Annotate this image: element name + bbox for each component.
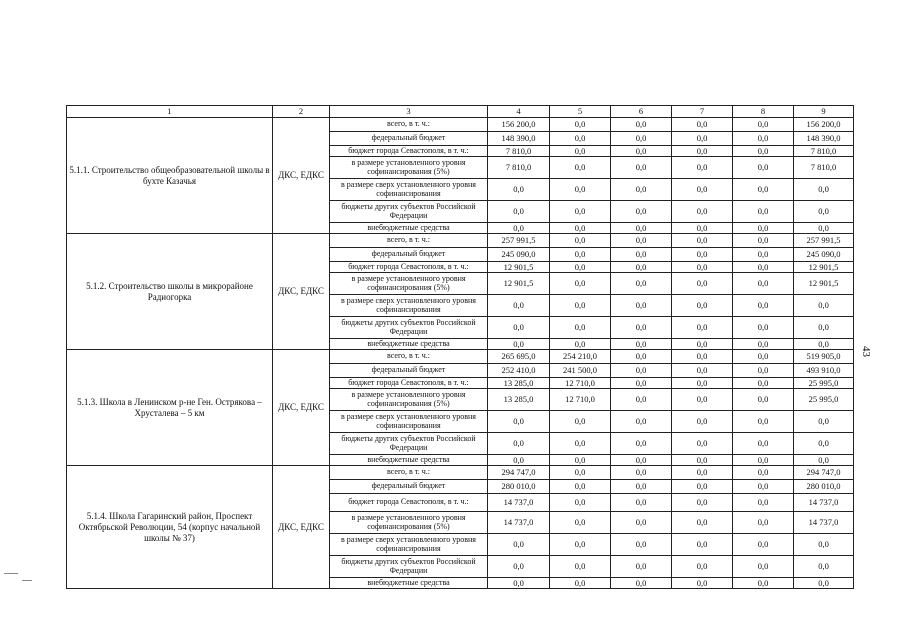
amount-cell: 0,0 [611, 466, 672, 480]
amount-cell: 0,0 [550, 262, 611, 273]
amount-cell: 294 747,0 [488, 466, 550, 480]
amount-cell: 0,0 [550, 146, 611, 157]
amount-cell: 0,0 [488, 534, 550, 556]
amount-cell: 0,0 [794, 578, 854, 589]
funding-source: бюджеты других субъектов Российской Федерации [330, 433, 488, 455]
amount-cell: 0,0 [733, 295, 794, 317]
funding-source: в размере сверх установленного уровня софинансирования [330, 534, 488, 556]
funding-source: бюджет города Севастополя, в т. ч.: [330, 146, 488, 157]
amount-cell: 0,0 [733, 433, 794, 455]
amount-cell: 7 810,0 [488, 157, 550, 179]
amount-cell: 0,0 [794, 179, 854, 201]
funding-source: внебюджетные средства [330, 339, 488, 350]
amount-cell: 25 995,0 [794, 378, 854, 389]
funding-source: в размере установленного уровня софинансирования (5%) [330, 389, 488, 411]
amount-cell: 0,0 [672, 132, 733, 146]
funding-source: бюджеты других субъектов Российской Федерации [330, 317, 488, 339]
amount-cell: 7 810,0 [488, 146, 550, 157]
header-cell: 7 [672, 106, 733, 118]
amount-cell: 0,0 [794, 223, 854, 234]
amount-cell: 0,0 [672, 378, 733, 389]
amount-cell: 0,0 [733, 378, 794, 389]
amount-cell: 0,0 [550, 556, 611, 578]
amount-cell: 0,0 [550, 433, 611, 455]
amount-cell: 0,0 [550, 295, 611, 317]
amount-cell: 0,0 [733, 534, 794, 556]
funding-source: в размере сверх установленного уровня софинансирования [330, 295, 488, 317]
amount-cell: 0,0 [672, 556, 733, 578]
amount-cell: 0,0 [733, 248, 794, 262]
amount-cell: 0,0 [611, 578, 672, 589]
funding-source: внебюджетные средства [330, 578, 488, 589]
project-name: 5.1.4. Школа Гагаринский район, Проспект Октябрьской Революции, 54 (корпус начальной школы № 37) [67, 466, 273, 589]
amount-cell: 0,0 [733, 146, 794, 157]
responsible-executor: ДКС, ЕДКС [273, 350, 330, 466]
amount-cell: 0,0 [550, 339, 611, 350]
amount-cell: 148 390,0 [488, 132, 550, 146]
amount-cell: 257 991,5 [794, 234, 854, 248]
amount-cell: 294 747,0 [794, 466, 854, 480]
responsible-executor: ДКС, ЕДКС [273, 118, 330, 234]
amount-cell: 0,0 [672, 578, 733, 589]
amount-cell: 0,0 [672, 179, 733, 201]
amount-cell: 14 737,0 [488, 512, 550, 534]
amount-cell: 0,0 [672, 157, 733, 179]
amount-cell: 12 901,5 [488, 262, 550, 273]
amount-cell: 0,0 [550, 466, 611, 480]
amount-cell: 0,0 [672, 534, 733, 556]
amount-cell: 0,0 [733, 455, 794, 466]
amount-cell: 0,0 [611, 132, 672, 146]
amount-cell: 0,0 [672, 262, 733, 273]
amount-cell: 12 710,0 [550, 389, 611, 411]
amount-cell: 0,0 [672, 234, 733, 248]
amount-cell: 0,0 [733, 480, 794, 494]
amount-cell: 0,0 [611, 273, 672, 295]
funding-source: внебюджетные средства [330, 455, 488, 466]
amount-cell: 7 810,0 [794, 146, 854, 157]
amount-cell: 0,0 [550, 534, 611, 556]
amount-cell: 245 090,0 [488, 248, 550, 262]
funding-source: внебюджетные средства [330, 223, 488, 234]
amount-cell: 0,0 [611, 234, 672, 248]
amount-cell: 0,0 [733, 578, 794, 589]
amount-cell: 12 901,5 [794, 273, 854, 295]
amount-cell: 0,0 [488, 556, 550, 578]
amount-cell: 12 710,0 [550, 378, 611, 389]
amount-cell: 0,0 [488, 201, 550, 223]
funding-source: федеральный бюджет [330, 248, 488, 262]
amount-cell: 0,0 [611, 534, 672, 556]
amount-cell: 0,0 [733, 179, 794, 201]
amount-cell: 0,0 [488, 433, 550, 455]
amount-cell: 0,0 [733, 350, 794, 364]
amount-cell: 0,0 [611, 146, 672, 157]
amount-cell: 0,0 [611, 339, 672, 350]
amount-cell: 14 737,0 [794, 494, 854, 512]
amount-cell: 12 901,5 [794, 262, 854, 273]
amount-cell: 0,0 [611, 295, 672, 317]
amount-cell: 241 500,0 [550, 364, 611, 378]
funding-source: бюджеты других субъектов Российской Федерации [330, 556, 488, 578]
amount-cell: 0,0 [794, 556, 854, 578]
amount-cell: 0,0 [733, 556, 794, 578]
amount-cell: 0,0 [733, 223, 794, 234]
amount-cell: 0,0 [611, 480, 672, 494]
funding-table [66, 105, 854, 589]
amount-cell: 0,0 [488, 317, 550, 339]
funding-source: бюджеты других субъектов Российской Федерации [330, 201, 488, 223]
amount-cell: 7 810,0 [794, 157, 854, 179]
header-row [67, 106, 854, 118]
amount-cell: 0,0 [550, 132, 611, 146]
amount-cell: 12 901,5 [488, 273, 550, 295]
funding-source: федеральный бюджет [330, 364, 488, 378]
amount-cell: 0,0 [611, 179, 672, 201]
amount-cell: 0,0 [733, 118, 794, 132]
amount-cell: 0,0 [611, 157, 672, 179]
amount-cell: 0,0 [611, 389, 672, 411]
amount-cell: 0,0 [550, 118, 611, 132]
amount-cell: 0,0 [733, 132, 794, 146]
amount-cell: 0,0 [794, 411, 854, 433]
amount-cell: 148 390,0 [794, 132, 854, 146]
amount-cell: 0,0 [672, 433, 733, 455]
funding-source: в размере установленного уровня софинансирования (5%) [330, 273, 488, 295]
amount-cell: 0,0 [611, 494, 672, 512]
amount-cell: 0,0 [672, 317, 733, 339]
amount-cell: 0,0 [488, 179, 550, 201]
amount-cell: 0,0 [488, 223, 550, 234]
table-row [67, 350, 854, 364]
amount-cell: 0,0 [488, 295, 550, 317]
header-cell: 8 [733, 106, 794, 118]
amount-cell: 0,0 [672, 248, 733, 262]
header-cell: 6 [611, 106, 672, 118]
amount-cell: 0,0 [672, 146, 733, 157]
funding-source: в размере сверх установленного уровня софинансирования [330, 411, 488, 433]
amount-cell: 280 010,0 [794, 480, 854, 494]
amount-cell: 0,0 [672, 339, 733, 350]
amount-cell: 0,0 [794, 534, 854, 556]
funding-source: всего, в т. ч.: [330, 234, 488, 248]
amount-cell: 0,0 [794, 317, 854, 339]
amount-cell: 0,0 [488, 455, 550, 466]
amount-cell: 14 737,0 [794, 512, 854, 534]
funding-source: всего, в т. ч.: [330, 118, 488, 132]
amount-cell: 0,0 [733, 157, 794, 179]
amount-cell: 0,0 [550, 248, 611, 262]
amount-cell: 0,0 [611, 364, 672, 378]
amount-cell: 0,0 [672, 118, 733, 132]
funding-source: всего, в т. ч.: [330, 350, 488, 364]
scan-mark [22, 580, 32, 581]
amount-cell: 0,0 [611, 455, 672, 466]
amount-cell: 0,0 [733, 512, 794, 534]
responsible-executor: ДКС, ЕДКС [273, 466, 330, 589]
responsible-executor: ДКС, ЕДКС [273, 234, 330, 350]
amount-cell: 0,0 [672, 350, 733, 364]
amount-cell: 0,0 [672, 223, 733, 234]
amount-cell: 0,0 [611, 378, 672, 389]
header-cell: 2 [273, 106, 330, 118]
amount-cell: 0,0 [733, 364, 794, 378]
amount-cell: 13 285,0 [488, 389, 550, 411]
amount-cell: 0,0 [794, 339, 854, 350]
funding-source: федеральный бюджет [330, 480, 488, 494]
amount-cell: 280 010,0 [488, 480, 550, 494]
amount-cell: 0,0 [550, 273, 611, 295]
project-name: 5.1.1. Строительство общеобразовательной школы в бухте Казачья [67, 118, 273, 234]
table-row [67, 234, 854, 248]
amount-cell: 0,0 [672, 364, 733, 378]
amount-cell: 0,0 [672, 295, 733, 317]
funding-source: бюджет города Севастополя, в т. ч.: [330, 378, 488, 389]
amount-cell: 0,0 [488, 411, 550, 433]
amount-cell: 0,0 [550, 179, 611, 201]
header-cell: 3 [330, 106, 488, 118]
amount-cell: 0,0 [550, 201, 611, 223]
amount-cell: 0,0 [611, 201, 672, 223]
amount-cell: 0,0 [550, 157, 611, 179]
amount-cell: 0,0 [488, 339, 550, 350]
amount-cell: 0,0 [733, 411, 794, 433]
funding-source: в размере установленного уровня софинансирования (5%) [330, 512, 488, 534]
funding-source: бюджет города Севастополя, в т. ч.: [330, 262, 488, 273]
amount-cell: 265 695,0 [488, 350, 550, 364]
amount-cell: 0,0 [733, 339, 794, 350]
amount-cell: 0,0 [611, 317, 672, 339]
funding-source: бюджет города Севастополя, в т. ч.: [330, 494, 488, 512]
amount-cell: 0,0 [550, 317, 611, 339]
scan-mark [4, 573, 18, 574]
funding-source: в размере сверх установленного уровня софинансирования [330, 179, 488, 201]
amount-cell: 25 995,0 [794, 389, 854, 411]
table-body [67, 118, 854, 589]
amount-cell: 0,0 [611, 118, 672, 132]
amount-cell: 257 991,5 [488, 234, 550, 248]
amount-cell: 493 910,0 [794, 364, 854, 378]
amount-cell: 0,0 [672, 480, 733, 494]
amount-cell: 0,0 [611, 556, 672, 578]
funding-source: в размере установленного уровня софинансирования (5%) [330, 157, 488, 179]
amount-cell: 0,0 [550, 480, 611, 494]
amount-cell: 14 737,0 [488, 494, 550, 512]
amount-cell: 0,0 [733, 389, 794, 411]
amount-cell: 0,0 [550, 223, 611, 234]
amount-cell: 0,0 [672, 201, 733, 223]
amount-cell: 0,0 [611, 248, 672, 262]
amount-cell: 0,0 [550, 234, 611, 248]
amount-cell: 0,0 [733, 466, 794, 480]
amount-cell: 0,0 [672, 389, 733, 411]
amount-cell: 0,0 [794, 455, 854, 466]
table-row [67, 466, 854, 480]
amount-cell: 0,0 [550, 411, 611, 433]
header-cell: 1 [67, 106, 273, 118]
amount-cell: 0,0 [794, 201, 854, 223]
amount-cell: 0,0 [611, 512, 672, 534]
amount-cell: 156 200,0 [794, 118, 854, 132]
project-name: 5.1.2. Строительство школы в микрорайоне Радиогорка [67, 234, 273, 350]
amount-cell: 0,0 [611, 262, 672, 273]
amount-cell: 0,0 [550, 512, 611, 534]
amount-cell: 0,0 [672, 273, 733, 295]
amount-cell: 13 285,0 [488, 378, 550, 389]
amount-cell: 0,0 [611, 433, 672, 455]
amount-cell: 0,0 [733, 494, 794, 512]
amount-cell: 0,0 [794, 433, 854, 455]
amount-cell: 0,0 [611, 223, 672, 234]
amount-cell: 0,0 [794, 295, 854, 317]
amount-cell: 0,0 [672, 466, 733, 480]
amount-cell: 0,0 [611, 350, 672, 364]
amount-cell: 156 200,0 [488, 118, 550, 132]
amount-cell: 0,0 [672, 411, 733, 433]
amount-cell: 0,0 [672, 512, 733, 534]
amount-cell: 0,0 [733, 317, 794, 339]
funding-source: федеральный бюджет [330, 132, 488, 146]
amount-cell: 0,0 [733, 201, 794, 223]
table-row [67, 118, 854, 132]
amount-cell: 0,0 [672, 455, 733, 466]
amount-cell: 0,0 [550, 455, 611, 466]
amount-cell: 0,0 [488, 578, 550, 589]
page-number: 43 [860, 346, 872, 357]
amount-cell: 245 090,0 [794, 248, 854, 262]
project-name: 5.1.3. Школа в Ленинском р-не Ген. Острякова – Хрусталева – 5 км [67, 350, 273, 466]
amount-cell: 0,0 [550, 494, 611, 512]
amount-cell: 0,0 [611, 411, 672, 433]
header-cell: 9 [794, 106, 854, 118]
header-cell: 5 [550, 106, 611, 118]
funding-source: всего, в т. ч.: [330, 466, 488, 480]
amount-cell: 0,0 [672, 494, 733, 512]
amount-cell: 254 210,0 [550, 350, 611, 364]
amount-cell: 0,0 [733, 234, 794, 248]
header-cell: 4 [488, 106, 550, 118]
amount-cell: 0,0 [550, 578, 611, 589]
amount-cell: 0,0 [733, 262, 794, 273]
amount-cell: 0,0 [733, 273, 794, 295]
amount-cell: 252 410,0 [488, 364, 550, 378]
amount-cell: 519 905,0 [794, 350, 854, 364]
